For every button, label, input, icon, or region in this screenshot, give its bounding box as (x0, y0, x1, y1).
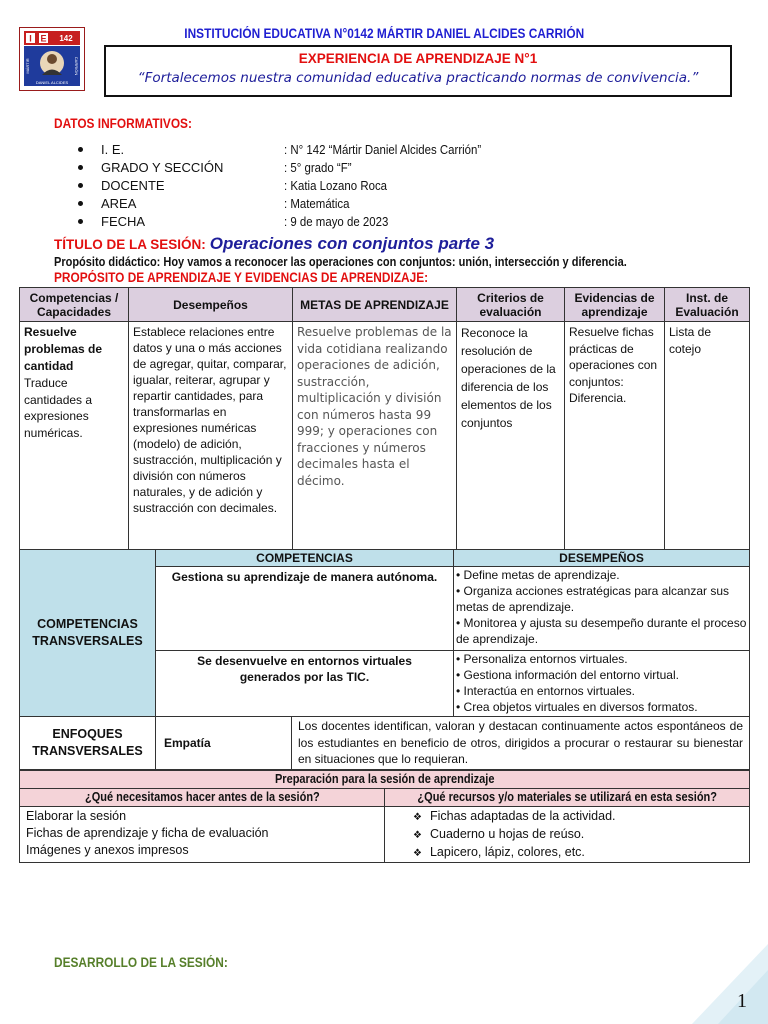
info-row (78, 178, 678, 196)
logo-letter-i: I (29, 33, 32, 44)
desempenos-column-header: DESEMPEÑOS (454, 550, 750, 567)
info-label: GRADO Y SECCIÓN (101, 160, 224, 175)
logo-text-right: CARRIÓN (74, 56, 79, 76)
info-value: : N° 142 “Mártir Daniel Alcides Carrión” (284, 142, 482, 157)
metas-cell: Resuelve problemas de la vida cotidiana realizando operaciones de adición, sustracción, multiplicación y división con números hasta 99 999; y operaciones con fracciones y números decimales hasta el décimo. (293, 322, 457, 553)
bullet-icon (78, 147, 83, 152)
recurso-item: ❖ Cuaderno u hojas de reúso. (413, 827, 585, 841)
session-title-label: TÍTULO DE LA SESIÓN: (54, 237, 206, 252)
school-name: INSTITUCIÓN EDUCATIVA N°0142 MÁRTIR DANIEL ALCIDES CARRIÓN (184, 26, 584, 41)
proposito-didactico: Propósito didáctico: Hoy vamos a reconocer las operaciones con conjuntos: unión, intersección y diferencia. (54, 255, 627, 269)
antes-item: Fichas de aprendizaje y ficha de evaluación (26, 826, 269, 840)
instrumento-cell: Lista de cotejo (665, 322, 750, 553)
competencias-column-header: COMPETENCIAS (156, 550, 454, 567)
info-label: FECHA (101, 214, 146, 229)
desempeno-item: • Interactúa en entornos virtuales. (456, 684, 635, 698)
competencia-tic: Se desenvuelve en entornos virtuales generados por las TIC. (156, 651, 454, 717)
bullet-icon (78, 183, 83, 188)
competencia-name: Resuelve problemas de cantidad (24, 325, 103, 373)
bullet-icon (78, 165, 83, 170)
desempeno-item: • Monitorea y ajusta su desempeño durante el proceso de aprendizaje. (456, 616, 747, 646)
preparacion-title: Preparación para la sesión de aprendizaje (20, 771, 750, 789)
diamond-bullet-icon: ❖ (413, 812, 422, 823)
bullet-icon (78, 219, 83, 224)
info-value: : Katia Lozano Roca (284, 178, 388, 193)
desarrollo-heading: DESARROLLO DE LA SESIÓN: (54, 955, 228, 970)
desempeno-cell: Establece relaciones entre datos y una o más acciones de agregar, quitar, comparar, igualar, reiterar, agrupar y repartir cantidades, para transformarlas en expresiones numéricas (modelo) de adición, sustracción, multiplicación y división con números naturales, y de adición y sustracción con decimales. (129, 322, 293, 553)
recurso-item: ❖ Fichas adaptadas de la actividad. (413, 809, 616, 823)
header-instrumento: Inst. de Evaluación (665, 288, 750, 322)
enfoques-transversales-label: ENFOQUES TRANSVERSALES (20, 717, 156, 770)
logo-letter-e: E (40, 33, 47, 44)
info-label: DOCENTE (101, 178, 165, 193)
antes-list (20, 807, 385, 863)
antes-item: Imágenes y anexos impresos (26, 843, 189, 857)
header-competencias: Competencias / Capacidades (20, 288, 129, 322)
logo-number: 142 (59, 34, 73, 43)
desempeno-item: • Define metas de aprendizaje. (456, 568, 620, 582)
enfoque-description: Los docentes identifican, valoran y destacan continuamente actos espontáneos de los estudiantes en beneficio de otros, dirigidos a procurar o restaurar su bienestar en situaciones que lo requieran. (292, 717, 750, 770)
enfoque-empatia: Empatía (156, 717, 292, 770)
learning-table (19, 287, 750, 553)
session-title: Operaciones con conjuntos parte 3 (209, 234, 495, 253)
recursos-question: ¿Qué recursos y/o materiales se utilizará en esta sesión? (385, 789, 750, 807)
header-evidencias: Evidencias de aprendizaje (565, 288, 665, 322)
preparacion-table (19, 770, 750, 863)
desempeno-item: • Personaliza entornos virtuales. (456, 652, 628, 666)
info-row (78, 196, 678, 214)
capacidad-text: Traduce cantidades a expresiones numéricas. (24, 376, 93, 440)
desempeno-item: • Crea objetos virtuales en diversos formatos. (456, 700, 698, 714)
bullet-icon (78, 201, 83, 206)
info-label: I. E. (101, 142, 125, 157)
experience-title-box (104, 45, 732, 97)
page-number: 1 (737, 990, 747, 1012)
experience-subtitle: “Fortalecemos nuestra comunidad educativa practicando normas de convivencia.” (137, 70, 699, 86)
info-row (78, 142, 678, 160)
antes-item: Elaborar la sesión (26, 809, 127, 823)
logo-text-bottom: DANIEL ALCIDES (35, 80, 69, 85)
datos-title: DATOS INFORMATIVOS: (54, 116, 192, 131)
session-title-row (54, 234, 494, 254)
header-desempenos: Desempeños (129, 288, 293, 322)
experience-title: EXPERIENCIA DE APRENDIZAJE N°1 (298, 51, 538, 66)
school-crest-icon (20, 28, 84, 90)
header-criterios: Criterios de evaluación (457, 288, 565, 322)
page-corner-decoration (692, 944, 768, 1024)
recursos-list (385, 807, 750, 863)
competencia-tic-desempenos (454, 651, 750, 717)
transversal-table (19, 549, 750, 770)
recurso-item: ❖ Lapicero, lápiz, colores, etc. (413, 845, 585, 859)
competencia-cell (20, 322, 129, 553)
info-row (78, 160, 678, 178)
competencia-autonoma-desempenos (454, 567, 750, 651)
info-value: : 5° grado “F” (284, 160, 352, 175)
antes-question: ¿Qué necesitamos hacer antes de la sesión? (20, 789, 385, 807)
info-row (78, 214, 678, 232)
school-logo (19, 27, 85, 91)
competencias-transversales-label: COMPETENCIAS TRANSVERSALES (20, 550, 156, 717)
info-value: : 9 de mayo de 2023 (284, 214, 389, 229)
header-metas: METAS DE APRENDIZAJE (293, 288, 457, 322)
diamond-bullet-icon: ❖ (413, 830, 422, 841)
competencia-autonoma: Gestiona su aprendizaje de manera autónoma. (156, 567, 454, 651)
criterios-cell: Reconoce la resolución de operaciones de la diferencia de los elementos de los conjuntos (457, 322, 565, 553)
diamond-bullet-icon: ❖ (413, 848, 422, 859)
desempeno-item: • Gestiona información del entorno virtual. (456, 668, 679, 682)
info-value: : Matemática (284, 196, 350, 211)
info-label: AREA (101, 196, 137, 211)
desempeno-item: • Organiza acciones estratégicas para alcanzar sus metas de aprendizaje. (456, 584, 730, 614)
logo-text-left: MÁRTIR (25, 58, 30, 74)
purpose-heading: PROPÓSITO DE APRENDIZAJE Y EVIDENCIAS DE APRENDIZAJE: (54, 270, 429, 285)
evidencias-cell: Resuelve fichas prácticas de operaciones con conjuntos: Diferencia. (565, 322, 665, 553)
